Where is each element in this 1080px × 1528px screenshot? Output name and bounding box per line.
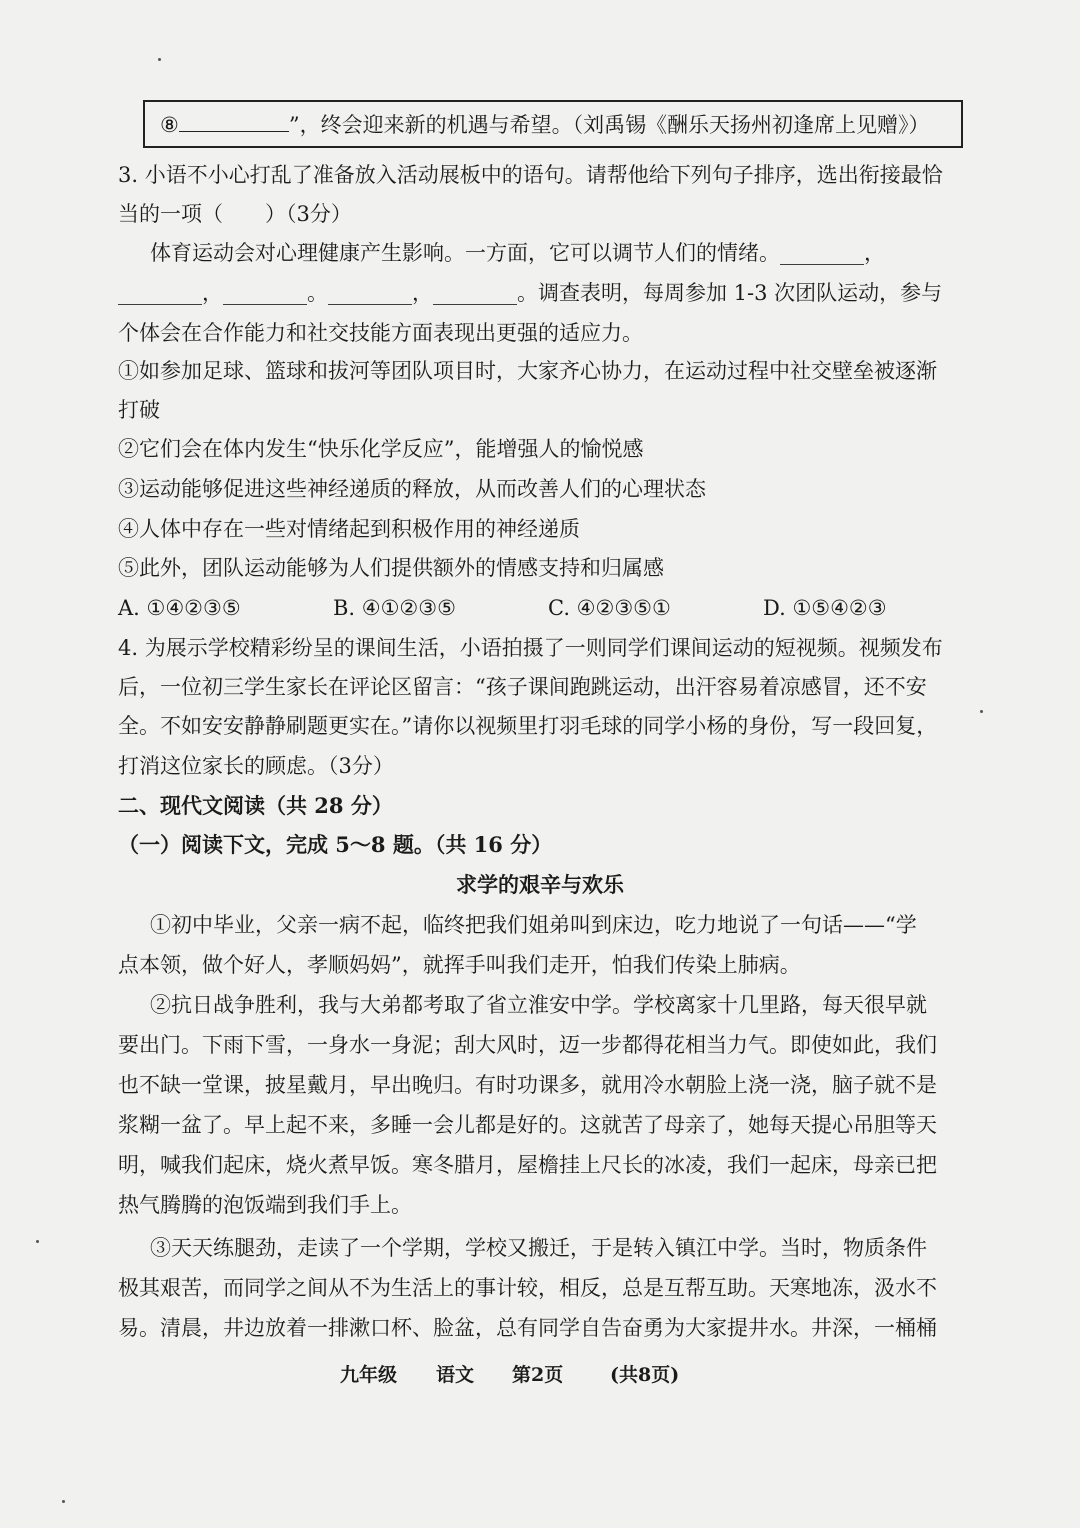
q3-passage-line1: 体育运动会对心理健康产生影响。一方面，它可以调节人们的情绪。________， (150, 241, 885, 265)
footer-subject: 语文 (436, 1364, 475, 1386)
passage-p2-line1: ②抗日战争胜利，我与大弟都考取了省立淮安中学。学校离家十几里路，每天很早就 (150, 993, 927, 1017)
passage-p2-line4: 浆糊一盆了。早上起不来，多睡一会儿都是好的。这就苦了母亲了，她每天提心吊胆等天 (118, 1113, 937, 1137)
q3-option-b[interactable]: B. ④①②③⑤ (333, 596, 456, 620)
passage-p3-line2: 极其艰苦，而同学之间从不为生活上的事计较，相反，总是互帮互助。天寒地冻，汲水不 (118, 1276, 937, 1300)
passage-title: 求学的艰辛与欢乐 (456, 872, 624, 897)
quote-text: ”，终会迎来新的机遇与希望。（刘禹锡《酬乐天扬州初逢席上见赠》） (288, 113, 930, 137)
footer-grade: 九年级 (340, 1364, 398, 1386)
q3-option-d[interactable]: D. ①⑤④②③ (763, 596, 887, 620)
q3-option-a[interactable]: A. ①④②③⑤ (118, 596, 241, 620)
q4-line3: 全。不如安安静静刷题更实在。”请你以视频里打羽毛球的同学小杨的身份，写一段回复， (118, 714, 938, 738)
quote-number: ⑧ (160, 113, 179, 137)
q3-option-c[interactable]: C. ④②③⑤① (548, 596, 671, 620)
q3-passage-line3: 个体会在合作能力和社交技能方面表现出更强的适应力。 (118, 321, 643, 345)
passage-p3-line1: ③天天练腿劲，走读了一个学期，学校又搬迁，于是转入镇江中学。当时，物质条件 (150, 1236, 927, 1260)
q4-line1: 4. 为展示学校精彩纷呈的课间生活，小语拍摄了一则同学们课间运动的短视频。视频发布 (118, 636, 943, 660)
q3-sentence-3: ③运动能够促进这些神经递质的释放，从而改善人们的心理状态 (118, 477, 706, 501)
scan-speck (980, 710, 983, 713)
q3-sentence-1a: ①如参加足球、篮球和拔河等团队项目时，大家齐心协力，在运动过程中社交壁垒被逐渐 (118, 359, 937, 383)
q3-stem-line1: 3. 小语不小心打乱了准备放入活动展板中的语句。请帮他给下列句子排序，选出衔接最恰 (118, 163, 943, 187)
q3-sentence-1b: 打破 (118, 398, 160, 422)
q3-passage-line2: ________，________。________，________。调查表明，每周参加 1-3 次团队运动，参与 (118, 281, 943, 305)
q3-stem-line2: 当的一项（ ）（3分） (118, 202, 352, 226)
quote-line (160, 109, 1020, 140)
passage-p2-line6: 热气腾腾的泡饭端到我们手上。 (118, 1193, 412, 1217)
passage-p3-line3: 易。清晨，井边放着一排漱口杯、脸盆，总有同学自告奋勇为大家提井水。井深，一桶桶 (118, 1316, 937, 1340)
q4-line4: 打消这位家长的顾虑。（3分） (118, 754, 394, 778)
q3-sentence-2: ②它们会在体内发生“快乐化学反应”，能增强人的愉悦感 (118, 437, 644, 461)
q3-sentence-4: ④人体中存在一些对情绪起到积极作用的神经递质 (118, 517, 580, 541)
scan-speck (158, 58, 161, 61)
scan-speck (62, 1500, 65, 1503)
scan-speck (36, 1240, 39, 1243)
q4-line2: 后，一位初三学生家长在评论区留言：“孩子课间跑跳运动，出汗容易着凉感冒，还不安 (118, 675, 927, 699)
footer-page: 第2页 (512, 1364, 564, 1386)
q3-sentence-5: ⑤此外，团队运动能够为人们提供额外的情感支持和归属感 (118, 556, 664, 580)
quote-answer-blank[interactable] (179, 109, 289, 132)
footer-total: (共8页) (610, 1364, 680, 1386)
passage-p2-line5: 明，喊我们起床，烧火煮早饭。寒冬腊月，屋檐挂上尺长的冰凌，我们一起床，母亲已把 (118, 1153, 937, 1177)
section2-heading: 二、现代文阅读（共 28 分） (118, 793, 393, 818)
passage-p2-line3: 也不缺一堂课，披星戴月，早出晚归。有时功课多，就用冷水朝脸上浇一浇，脑子就不是 (118, 1073, 937, 1097)
passage-p1-line2: 点本领，做个好人，孝顺妈妈”，就挥手叫我们走开，怕我们传染上肺病。 (118, 953, 801, 977)
passage-p1-line1: ①初中毕业，父亲一病不起，临终把我们姐弟叫到床边，吃力地说了一句话——“学 (150, 913, 917, 937)
section2-subheading: （一）阅读下文，完成 5～8 题。（共 16 分） (118, 832, 553, 857)
passage-p2-line2: 要出门。下雨下雪，一身水一身泥；刮大风时，迈一步都得花相当力气。即使如此，我们 (118, 1033, 937, 1057)
